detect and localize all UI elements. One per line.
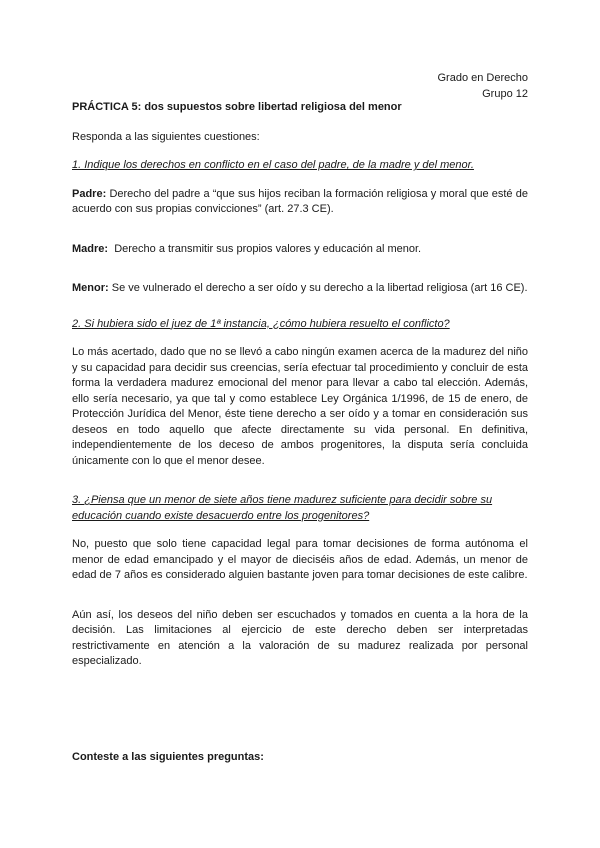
padre-text: Derecho del padre a “que sus hijos reciban la formación religiosa y moral que esté de acuerdo con sus propias convicciones” (art. 27.3 CE). — [72, 187, 528, 215]
answer-2: Lo más acertado, dado que no se llevó a cabo ningún examen acerca de la madurez del niño y su capacidad para decidir sus creencias, sería efectuar tal procedimiento y concluir de esta forma la verdadera madurez emocional del menor para llevar a cabo tal elección. Además, ello sería necesario, ya que tal y como establece Ley Orgánica 1/1996, de 15 de enero, de Protección Jurídica del Menor, éste tiene derecho a ser oído y a tomar en consideración sus deseos en todo aquello que afecte directamente su vida personal. En definitiva, independientemente de los deceso de ambos progenitores, la disputa sería concluida únicamente con lo que el menor desee. — [72, 346, 528, 467]
menor-text: Se ve vulnerado el derecho a ser oído y su derecho a la libertad religiosa (art 16 CE). — [111, 282, 528, 294]
question-2: 2. Si hubiera sido el juez de 1ª instancia, ¿cómo hubiera resuelto el conflicto? — [72, 317, 450, 330]
padre-label: Padre: — [72, 187, 107, 200]
header-degree: Grado en Derecho — [437, 72, 528, 84]
answer-padre — [72, 187, 528, 218]
question-1: 1. Indique los derechos en conflicto en el caso del padre, de la madre y del menor. — [72, 159, 474, 171]
madre-text: Derecho a transmitir sus propios valores y educación al menor. — [114, 242, 422, 255]
page-title: PRÁCTICA 5: dos supuestos sobre libertad religiosa del menor — [72, 101, 402, 113]
answer-3-part-1: No, puesto que solo tiene capacidad legal para tomar decisiones de forma autónoma el menor de edad emancipado y el mayor de dieciséis años de edad. Además, un menor de edad de 7 años es considerado alguien bastante joven para tomar decisiones de este calibre. — [72, 538, 528, 581]
question-3: 3. ¿Piensa que un menor de siete años tiene madurez suficiente para decidir sobre su educación cuando existe desacuerdo entre los progenitores? — [72, 494, 493, 522]
answer-3-part-2: Aún así, los deseos del niño deben ser escuchados y tomados en cuenta a la hora de la decisión. Las limitaciones al ejercicio de este derecho deben ser interpretadas restrictivamente en atención a la valoración de su madurez realizada por personal especializado. — [72, 608, 528, 667]
spacer — [72, 670, 528, 750]
answer-madre — [72, 242, 528, 258]
madre-label: Madre: — [72, 242, 109, 255]
menor-label: Menor: — [72, 282, 109, 294]
document-body — [72, 100, 528, 765]
header-block — [438, 70, 529, 102]
intro-text: Responda a las siguientes cuestiones: — [72, 130, 260, 143]
bottom-heading: Conteste a las siguientes preguntas: — [72, 750, 264, 763]
header-group: Grupo 12 — [482, 88, 528, 100]
answer-menor — [72, 281, 528, 297]
